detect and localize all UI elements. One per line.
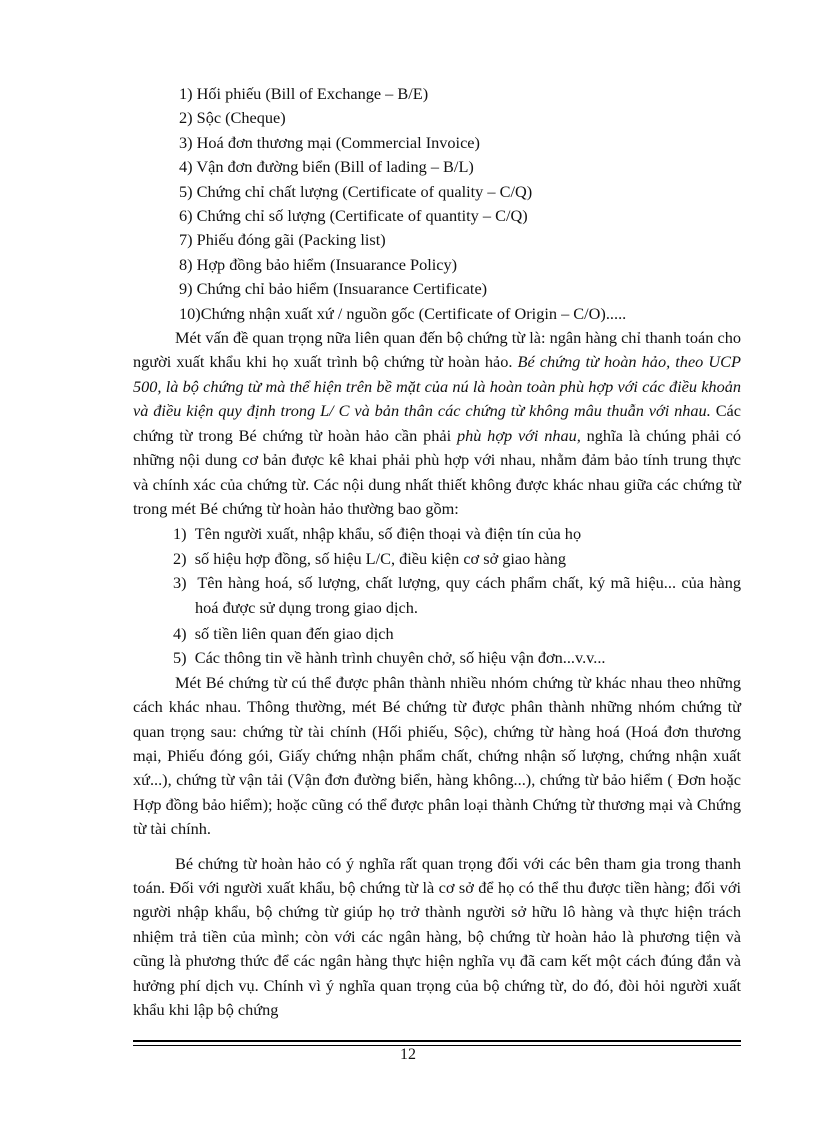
footer-rule xyxy=(133,1040,741,1042)
paragraph-document-importance: Bé chứng từ hoàn hảo có ý nghĩa rất quan trọng đối với các bên tham gia trong thanh toán. Đối với người xuất khẩu, bộ chứng từ là cơ sở để họ có thể thu được tiền hàng; đối với người nhập khẩu, bộ chứng từ giúp họ trở thành người sở hữu lô hàng và thực hiện trách nhiệm trả tiền của mình; còn với các ngân hàng, bộ chứng từ hoàn hảo là phương tiện và cũng là phương thức để các ngân hàng thực hiện nghĩa vụ đã cam kết một cách đúng đắn và hưởng phí dịch vụ. Chính vì ý nghĩa quan trọng của bộ chứng từ, do đó, đòi hỏi người xuất khẩu khi lập bộ chứng xyxy=(133,853,741,1020)
paragraph-perfect-documents xyxy=(133,326,741,521)
item-text: Hối phiếu (Bill of Exchange – B/E) xyxy=(196,84,429,103)
item-text: Chứng chỉ số lượng (Certificate of quantity – C/Q) xyxy=(196,206,528,226)
item-text: Chứng chỉ bảo hiểm (Insuarance Certificate) xyxy=(196,279,488,299)
list-item xyxy=(133,277,741,301)
item-text: Tên người xuất, nhập khẩu, số điện thoại và điện tín của họ xyxy=(194,524,582,544)
item-number: 1) xyxy=(179,84,193,103)
item-number: 5) xyxy=(179,181,193,201)
list-item xyxy=(133,622,741,646)
item-text: Chứng nhận xuất xứ / nguồn gốc (Certificate of Origin – C/O)..... xyxy=(200,303,627,323)
list-item xyxy=(133,106,741,130)
list-item xyxy=(133,646,741,670)
content-list xyxy=(133,522,741,670)
list-item xyxy=(133,302,741,326)
item-number: 2) xyxy=(179,108,193,128)
item-text: Các thông tin về hành trình chuyên chở, số hiệu vận đơn...v.v... xyxy=(194,648,606,668)
item-number: 1) xyxy=(173,524,187,544)
list-item xyxy=(133,180,741,204)
item-text: Vận đơn đường biển (Bill of lading – B/L) xyxy=(196,157,474,177)
paragraph-italic-definition: Bé chứng từ hoàn hảo, theo UCP 500, là bộ chứng từ mà thể hiện trên bề mặt của nú là hoàn toàn phù hợp với các điều khoản và điều kiện quy định trong L/ C và bản thân các chứng từ không mâu thuẫn với nhau. xyxy=(133,352,741,421)
page-content xyxy=(133,82,741,1022)
item-text: số tiền liên quan đến giao dịch xyxy=(194,623,394,643)
item-number: 3) xyxy=(179,132,193,152)
item-number: 3) xyxy=(173,573,187,593)
paragraph-text: Mét vấn đề quan trọng nữa liên quan đến bộ chứng từ là: ngân hàng chỉ thanh toán cho người xuất khẩu khi họ xuất trình bộ chứng từ hoàn hảo. xyxy=(133,328,741,372)
item-number: 5) xyxy=(173,648,187,668)
item-text: Tên hàng hoá, số lượng, chất lượng, quy cách phẩm chất, ký mã hiệu... của hàng hoá được sử dụng trong giao dịch. xyxy=(195,573,742,617)
list-item xyxy=(133,547,741,571)
list-item xyxy=(133,228,741,252)
paragraph-text: nghĩa là chúng phải có những nội dung cơ bản được kê khai phải phù hợp với nhau, nhằm đảm bảo tính trung thực và chính xác của chứng từ. Các nội dung nhất thiết không được khác nhau giữa các chứng từ trong mét Bé chứng từ hoàn hảo thường bao gồm: xyxy=(133,425,741,518)
item-number: 4) xyxy=(173,623,187,643)
list-item xyxy=(133,82,741,106)
item-text: Sộc (Cheque) xyxy=(196,108,286,128)
item-number: 2) xyxy=(173,548,187,568)
item-number: 4) xyxy=(179,157,193,177)
item-text: Phiếu đóng gãi (Packing list) xyxy=(196,230,386,250)
item-text: Chứng chỉ chất lượng (Certificate of quality – C/Q) xyxy=(196,181,533,201)
list-item xyxy=(133,131,741,155)
item-number: 8) xyxy=(179,254,193,274)
list-item xyxy=(133,155,741,179)
item-text: Hợp đồng bảo hiểm (Insuarance Policy) xyxy=(196,254,458,274)
paragraph-italic-phrase: phù hợp với nhau, xyxy=(456,425,581,445)
list-item xyxy=(133,204,741,228)
paragraph-document-groups: Mét Bé chứng từ cú thể được phân thành nhiều nhóm chứng từ khác nhau theo những cách khác nhau. Thông thường, mét Bé chứng từ được phân thành những nhóm chứng từ quan trọng sau: chứng từ tài chính (Hối phiếu, Sộc), chứng từ hàng hoá (Hoá đơn thương mại, Phiếu đóng gói, Giấy chứng nhận phẩm chất, chứng nhận số lượng, chứng nhận xuất xứ...), chứng từ vận tải (Vận đơn đường biển, hàng không...), chứng từ bảo hiểm ( Đơn hoặc Hợp đồng bảo hiểm); hoặc cũng có thể được phân loại thành Chứng từ thương mại và Chứng từ tài chính. xyxy=(133,672,741,839)
paragraph-text: Các chứng từ trong Bé chứng từ hoàn hảo cần phải xyxy=(133,401,742,445)
item-text: số hiệu hợp đồng, số hiệu L/C, điều kiện cơ sở giao hàng xyxy=(194,548,567,568)
item-text: Hoá đơn thương mại (Commercial Invoice) xyxy=(196,132,480,152)
list-item xyxy=(133,522,741,546)
item-number: 7) xyxy=(179,230,193,250)
list-item xyxy=(133,571,741,620)
list-item xyxy=(133,253,741,277)
item-number: 6) xyxy=(179,206,193,226)
page-number: 12 xyxy=(400,1046,416,1063)
item-number: 9) xyxy=(179,279,193,299)
documents-list xyxy=(133,82,741,326)
item-number: 10) xyxy=(179,303,201,323)
